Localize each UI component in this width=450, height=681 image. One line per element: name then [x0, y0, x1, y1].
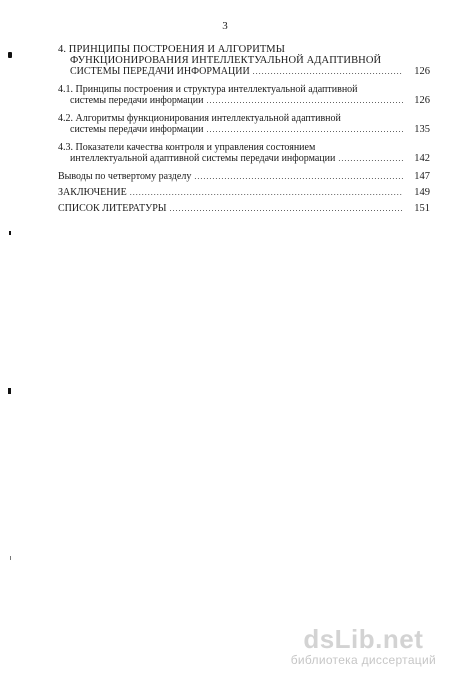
toc-entry-text-line: 4. ПРИНЦИПЫ ПОСТРОЕНИЯ И АЛГОРИТМЫ [58, 44, 285, 55]
scan-margin-mark [9, 231, 11, 235]
toc-entry-text-line: системы передачи информации [70, 95, 204, 106]
toc-entry-page: 126 [414, 66, 430, 77]
toc-entry-page: 149 [414, 187, 430, 198]
toc-entry-text-line: интеллектуальной адаптивной системы передачи информации [70, 153, 336, 164]
dot-leader [130, 187, 403, 198]
watermark-subtitle: библиотека диссертаций [290, 653, 436, 667]
toc-entry-references [58, 203, 430, 214]
dot-leader [206, 95, 403, 106]
toc-entry-page: 142 [414, 153, 430, 164]
toc-entry-section-4 [58, 44, 430, 77]
toc-entry-page: 147 [414, 171, 430, 182]
dot-leader [194, 171, 403, 182]
page-number: 3 [222, 20, 228, 32]
toc-entry-text-line: 4.3. Показатели качества контроля и управления состоянием [58, 142, 316, 153]
toc-entry-text-line: СИСТЕМЫ ПЕРЕДАЧИ ИНФОРМАЦИИ [70, 66, 250, 77]
toc-entry-text-line: ФУНКЦИОНИРОВАНИЯ ИНТЕЛЛЕКТУАЛЬНОЙ АДАПТИВНОЙ [70, 55, 382, 66]
toc-entry-page: 126 [414, 95, 430, 106]
toc-entry-page: 135 [414, 124, 430, 135]
scan-margin-mark [8, 388, 11, 394]
table-of-contents [58, 44, 430, 219]
toc-entry-text-line: Выводы по четвертому разделу [58, 171, 192, 182]
scan-margin-mark [8, 52, 12, 58]
watermark [291, 625, 436, 667]
toc-entry-4-2 [58, 113, 430, 135]
dot-leader [338, 153, 403, 164]
toc-entry-text-line: 4.2. Алгоритмы функционирования интеллектуальной адаптивной [58, 113, 341, 124]
toc-entry-conclusion [58, 187, 430, 198]
scan-margin-mark [10, 556, 11, 560]
toc-entry-text-line: 4.1. Принципы построения и структура интеллектуальной адаптивной [58, 84, 358, 95]
toc-entry-text-line: системы передачи информации [70, 124, 204, 135]
dot-leader [253, 66, 403, 77]
toc-entry-4-1 [58, 84, 430, 106]
toc-entry-text-line: СПИСОК ЛИТЕРАТУРЫ [58, 203, 167, 214]
dot-leader [206, 124, 403, 135]
toc-entry-conclusions [58, 171, 430, 182]
toc-entry-4-3 [58, 142, 430, 164]
dot-leader [170, 203, 404, 214]
watermark-logo: dsLib.net [303, 624, 424, 654]
toc-entry-text-line: ЗАКЛЮЧЕНИЕ [58, 187, 127, 198]
toc-entry-page: 151 [414, 203, 430, 214]
